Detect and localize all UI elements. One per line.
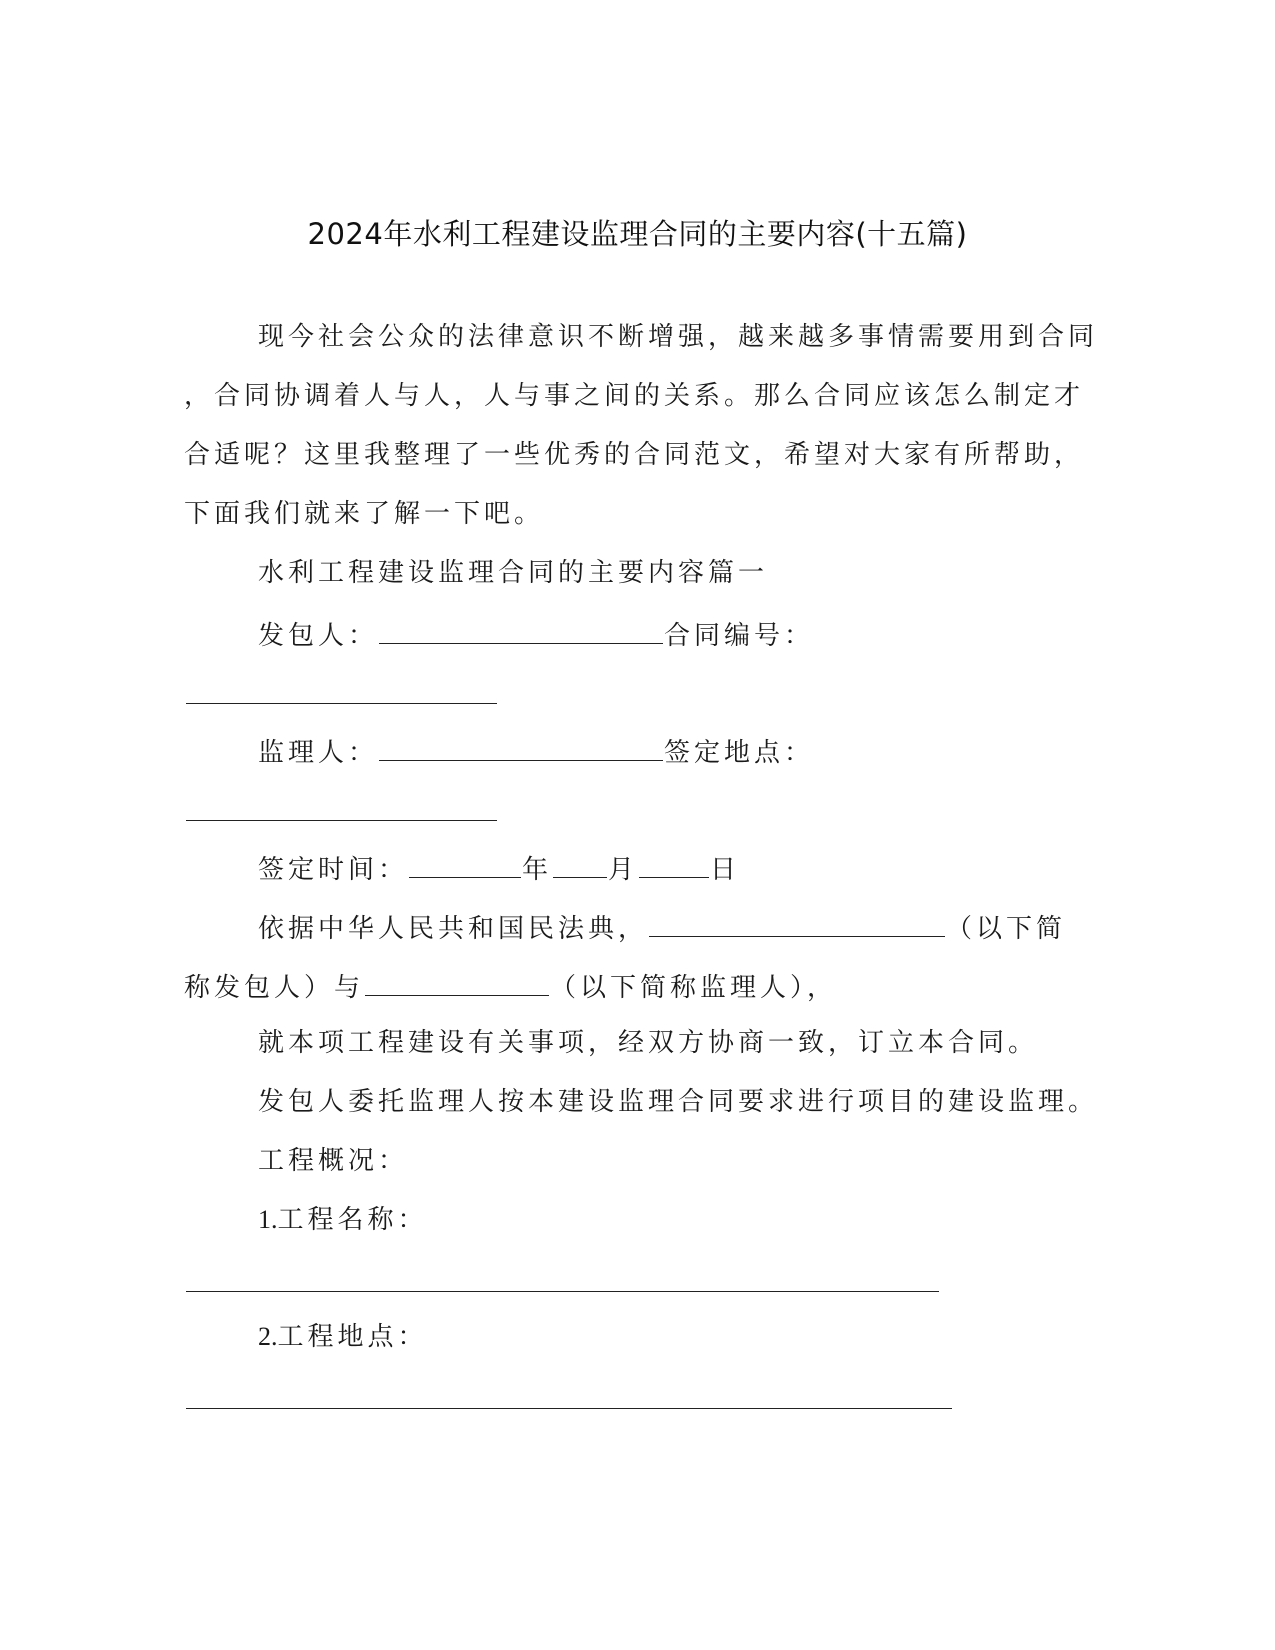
month-blank [553, 851, 607, 878]
day-blank [639, 851, 709, 878]
year-label: 年 [522, 855, 553, 885]
project-name-blank [186, 1291, 939, 1292]
basis-part-3: 称发包人）与 [184, 973, 365, 1003]
project-location-blank [186, 1408, 952, 1409]
document-title: 2024年水利工程建设监理合同的主要内容(十五篇) [307, 217, 968, 251]
basis-part-4: （以下简称监理人）， [550, 973, 838, 1003]
item-label: 工程地点： [277, 1322, 428, 1352]
intro-line-4: 下面我们就来了解一下吧。 [184, 499, 545, 529]
basis-part-1: 依据中华人民共和国民法典， [258, 914, 649, 944]
sign-place-label: 签定地点： [664, 738, 815, 768]
intro-line-1: 现今社会公众的法律意识不断增强，越来越多事情需要用到合同 [258, 322, 1099, 352]
basis-line-2 [184, 969, 837, 1003]
employer-name-blank [649, 910, 945, 937]
item-label: 工程名称： [277, 1205, 428, 1235]
supervisor-blank [379, 734, 663, 761]
intro-line-2: ，合同协调着人与人，人与事之间的关系。那么合同应该怎么制定才 [184, 381, 1085, 411]
section-heading: 水利工程建设监理合同的主要内容篇一 [258, 558, 769, 588]
item-project-name [258, 1205, 428, 1235]
supervisor-name-blank [365, 969, 549, 996]
employer-blank [379, 617, 663, 644]
contract-no-label: 合同编号： [664, 621, 815, 651]
sign-place-blank [186, 820, 497, 821]
supervisor-label: 监理人： [258, 738, 379, 768]
basis-part-2: （以下简 [946, 914, 1067, 944]
sign-time-row [258, 851, 740, 885]
intro-line-3: 合适呢？这里我整理了一些优秀的合同范文，希望对大家有所帮助， [184, 440, 1085, 470]
sign-time-label: 签定时间： [258, 855, 409, 885]
employer-label: 发包人： [258, 621, 379, 651]
month-label: 月 [608, 855, 639, 885]
paragraph-entrust: 发包人委托监理人按本建设监理合同要求进行项目的建设监理。 [258, 1087, 1099, 1117]
item-number: 2. [258, 1322, 278, 1351]
supervisor-row [258, 734, 814, 768]
paragraph-overview: 工程概况： [258, 1146, 409, 1176]
contract-no-blank [186, 703, 497, 704]
employer-row [258, 617, 814, 651]
basis-line-1 [258, 910, 1066, 944]
item-project-location [258, 1322, 428, 1352]
item-number: 1. [258, 1205, 278, 1234]
paragraph-agreement: 就本项工程建设有关事项，经双方协商一致，订立本合同。 [258, 1028, 1039, 1058]
year-blank [409, 851, 521, 878]
day-label: 日 [710, 855, 741, 885]
